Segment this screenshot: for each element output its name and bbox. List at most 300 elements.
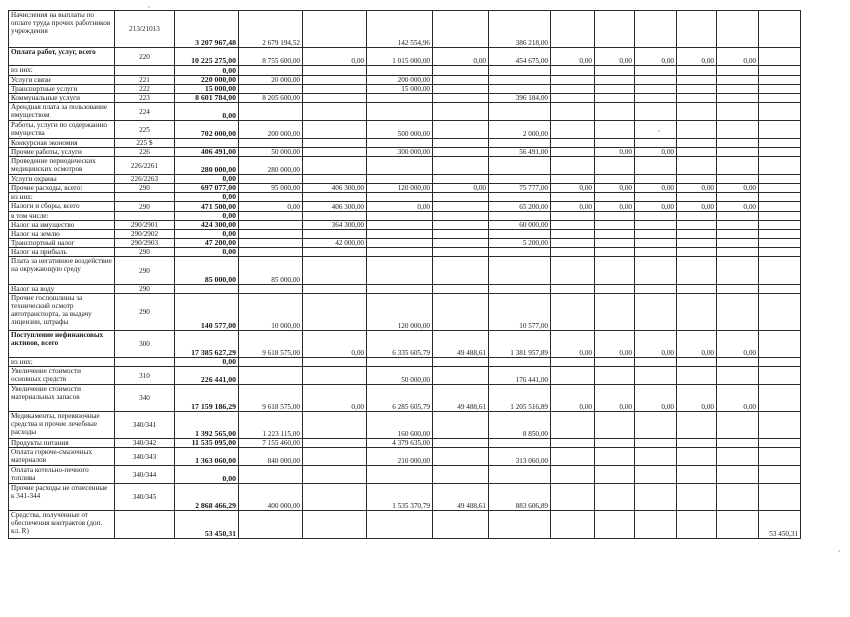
row-value-cell: 4 379 635,00 [367,439,433,448]
row-value-cell: 0,00 [717,202,759,212]
row-value-cell [717,103,759,121]
row-value-cell [677,94,717,103]
row-value-cell [677,103,717,121]
row-value-cell: 1 205 516,89 [489,385,551,412]
table-row [9,484,801,511]
row-value-cell: 396 184,00 [489,94,551,103]
row-value-cell [551,412,595,439]
row-value-cell [551,76,595,85]
row-name-cell: Прочие расходы, всего: [9,184,115,193]
row-value-cell [433,11,489,48]
row-value-cell: 0,00 [677,202,717,212]
row-value-cell [717,148,759,157]
row-value-cell [551,212,595,221]
row-value-cell [759,212,801,221]
row-value-cell: 0,00 [595,331,635,358]
row-value-cell [489,66,551,76]
row-value-cell [635,94,677,103]
row-value-cell: 406 300,00 [303,184,367,193]
row-name-cell: из них: [9,66,115,76]
row-code-cell: 340/343 [115,448,175,466]
row-value-cell [489,193,551,202]
row-value-cell [595,103,635,121]
row-code-cell: 340 [115,385,175,412]
row-total-cell: 2 868 466,29 [175,484,239,511]
row-name-cell: Оплата горюче-смазочных материалов [9,448,115,466]
row-value-cell: 0,00 [677,184,717,193]
row-total-cell [175,285,239,294]
row-value-cell: 60 000,00 [489,221,551,230]
row-value-cell: 313 060,00 [489,448,551,466]
scan-speck [148,6,150,8]
row-value-cell [551,175,595,184]
row-value-cell [239,358,303,367]
row-value-cell: 1 381 957,89 [489,331,551,358]
row-value-cell [551,511,595,539]
row-value-cell [595,367,635,385]
row-value-cell: 50 000,00 [239,148,303,157]
row-value-cell [759,230,801,239]
row-value-cell [433,230,489,239]
row-name-cell: Транспортные услуги [9,85,115,94]
row-value-cell [551,221,595,230]
row-value-cell [551,85,595,94]
row-name-cell: Налог на землю [9,230,115,239]
row-value-cell [759,157,801,175]
row-value-cell [677,466,717,484]
row-value-cell [759,294,801,331]
row-value-cell [717,85,759,94]
row-name-cell: Оплата работ, услуг, всего [9,48,115,66]
row-value-cell [595,511,635,539]
row-total-cell: 697 077,00 [175,184,239,193]
row-value-cell [635,448,677,466]
row-total-cell: 702 000,00 [175,121,239,139]
row-value-cell [367,212,433,221]
row-value-cell: 0,00 [303,385,367,412]
row-value-cell: 9 618 575,00 [239,385,303,412]
row-value-cell [303,412,367,439]
row-code-cell: 340/342 [115,439,175,448]
row-value-cell: 0,00 [677,48,717,66]
row-value-cell [433,85,489,94]
row-value-cell [433,294,489,331]
row-code-cell [115,511,175,539]
row-value-cell [635,76,677,85]
row-value-cell [303,367,367,385]
row-name-cell: Конкурсная экономия [9,139,115,148]
row-value-cell [677,148,717,157]
row-value-cell [717,511,759,539]
row-value-cell [759,66,801,76]
row-value-cell [551,239,595,248]
row-value-cell [677,157,717,175]
row-value-cell [433,257,489,285]
row-value-cell [551,466,595,484]
row-value-cell: 0,00 [677,385,717,412]
row-value-cell [489,157,551,175]
row-name-cell: Проведение периодических медицинских осмотров [9,157,115,175]
row-value-cell [551,439,595,448]
row-value-cell [367,175,433,184]
table-row [9,76,801,85]
row-value-cell [551,484,595,511]
row-value-cell [489,466,551,484]
row-name-cell: из них: [9,193,115,202]
row-value-cell [303,94,367,103]
row-value-cell [677,257,717,285]
row-value-cell [367,285,433,294]
row-total-cell: 0,00 [175,248,239,257]
table-row [9,248,801,257]
row-code-cell: 222 [115,85,175,94]
row-name-cell: Налог на прибыль [9,248,115,257]
row-value-cell [717,66,759,76]
row-value-cell [677,484,717,511]
row-value-cell: 0,00 [595,184,635,193]
row-value-cell [303,294,367,331]
row-total-cell: 1 392 565,00 [175,412,239,439]
row-value-cell [635,85,677,94]
row-value-cell [717,294,759,331]
table-row [9,466,801,484]
row-value-cell [239,239,303,248]
row-value-cell [239,511,303,539]
row-value-cell: 20 000,00 [239,76,303,85]
row-value-cell [367,358,433,367]
row-value-cell [717,257,759,285]
row-value-cell [367,466,433,484]
row-value-cell [433,121,489,139]
row-value-cell [595,484,635,511]
row-value-cell [677,66,717,76]
row-value-cell [303,193,367,202]
row-value-cell [551,367,595,385]
row-code-cell: 226 [115,148,175,157]
table-row [9,103,801,121]
row-value-cell [239,221,303,230]
row-value-cell [303,358,367,367]
row-value-cell [759,202,801,212]
row-total-cell: 17 159 186,29 [175,385,239,412]
row-code-cell: 221 [115,76,175,85]
row-value-cell [677,448,717,466]
row-value-cell [551,448,595,466]
row-name-cell: Арендная плата за пользование имуществом [9,103,115,121]
row-value-cell [759,139,801,148]
row-value-cell [433,103,489,121]
row-value-cell [759,448,801,466]
table-row [9,439,801,448]
row-value-cell [717,285,759,294]
row-name-cell: Средства, полученные от обеспечения контрактов (доп. кл. R) [9,511,115,539]
table-row [9,221,801,230]
row-value-cell: 1 223 115,00 [239,412,303,439]
row-value-cell: 454 675,00 [489,48,551,66]
row-value-cell [433,212,489,221]
row-value-cell [433,511,489,539]
row-value-cell [551,358,595,367]
row-value-cell [677,239,717,248]
row-total-cell: 11 535 095,00 [175,439,239,448]
row-value-cell [759,76,801,85]
row-value-cell [239,139,303,148]
row-value-cell [367,230,433,239]
row-value-cell: 400 000,00 [239,484,303,511]
row-code-cell [115,358,175,367]
row-value-cell [303,439,367,448]
row-value-cell [635,230,677,239]
row-value-cell [239,66,303,76]
row-value-cell: 0,00 [717,184,759,193]
table-row [9,175,801,184]
row-value-cell: 210 000,00 [367,448,433,466]
row-value-cell: 0,00 [239,202,303,212]
row-value-cell [595,294,635,331]
row-value-cell [717,76,759,85]
row-value-cell [635,358,677,367]
row-value-cell: 0,00 [367,202,433,212]
row-value-cell [759,248,801,257]
row-value-cell [677,412,717,439]
row-value-cell [367,221,433,230]
row-value-cell [677,11,717,48]
row-value-cell [717,367,759,385]
table-row [9,139,801,148]
table-row [9,358,801,367]
row-value-cell [717,94,759,103]
row-code-cell: 223 [115,94,175,103]
row-value-cell: 49 488,61 [433,484,489,511]
row-value-cell [303,212,367,221]
row-value-cell [759,239,801,248]
table-row [9,367,801,385]
row-value-cell: 0,00 [433,184,489,193]
table-row [9,511,801,539]
row-total-cell: 471 500,00 [175,202,239,212]
row-value-cell [367,139,433,148]
row-value-cell [677,294,717,331]
row-name-cell: Плата за негативное воздействие на окружающую среду [9,257,115,285]
row-value-cell [303,248,367,257]
row-value-cell [677,230,717,239]
row-value-cell: 5 200,00 [489,239,551,248]
row-value-cell: 120 000,00 [367,184,433,193]
row-value-cell: 0,00 [635,148,677,157]
row-value-cell [717,439,759,448]
row-value-cell [677,367,717,385]
row-code-cell: 226/2261 [115,157,175,175]
row-value-cell [635,484,677,511]
row-value-cell: 0,00 [433,48,489,66]
row-value-cell [551,94,595,103]
row-value-cell [433,202,489,212]
row-value-cell [595,76,635,85]
row-code-cell: 340/344 [115,466,175,484]
row-value-cell [635,139,677,148]
row-value-cell [595,358,635,367]
row-value-cell [367,257,433,285]
row-code-cell: 224 [115,103,175,121]
row-value-cell: 15 000,00 [367,85,433,94]
row-total-cell: 0,00 [175,103,239,121]
row-value-cell [303,230,367,239]
row-value-cell: 0,00 [635,331,677,358]
row-value-cell [717,157,759,175]
row-value-cell: 160 600,00 [367,412,433,439]
row-value-cell [367,511,433,539]
row-value-cell: 0,00 [595,48,635,66]
row-name-cell: в том числе: [9,212,115,221]
row-value-cell [759,175,801,184]
row-value-cell [551,193,595,202]
row-value-cell [759,11,801,48]
row-value-cell [717,239,759,248]
row-total-cell: 0,00 [175,212,239,221]
row-value-cell [239,367,303,385]
row-value-cell [239,248,303,257]
row-value-cell [303,76,367,85]
row-value-cell [635,466,677,484]
row-value-cell: 1 535 370,79 [367,484,433,511]
table-row [9,239,801,248]
row-value-cell [433,358,489,367]
row-value-cell [635,367,677,385]
budget-expenditure-table [8,10,801,539]
row-value-cell: 0,00 [635,48,677,66]
row-value-cell [717,358,759,367]
row-value-cell [551,103,595,121]
row-value-cell [759,367,801,385]
row-value-cell: 386 218,00 [489,11,551,48]
row-value-cell [239,175,303,184]
row-value-cell [433,466,489,484]
row-value-cell [433,239,489,248]
row-code-cell: 290/2901 [115,221,175,230]
row-value-cell: 0,00 [551,385,595,412]
row-value-cell: 500 000,00 [367,121,433,139]
row-value-cell [489,139,551,148]
row-value-cell [303,448,367,466]
row-value-cell [717,230,759,239]
row-value-cell [677,193,717,202]
row-total-cell: 3 207 967,48 [175,11,239,48]
row-total-cell: 0,00 [175,193,239,202]
row-value-cell [489,257,551,285]
row-value-cell [433,412,489,439]
row-value-cell: 0,00 [595,202,635,212]
row-value-cell: 6 285 605,79 [367,385,433,412]
row-total-cell: 47 200,00 [175,239,239,248]
row-value-cell [367,66,433,76]
row-name-cell: Коммунальные услуги [9,94,115,103]
row-value-cell [677,358,717,367]
row-value-cell [635,193,677,202]
row-value-cell [489,230,551,239]
scan-speck [838,550,840,552]
row-total-cell: 424 300,00 [175,221,239,230]
row-value-cell [635,285,677,294]
row-name-cell: Услуги связи [9,76,115,85]
row-value-cell: 364 300,00 [303,221,367,230]
row-value-cell: 200 000,00 [367,76,433,85]
row-value-cell [551,148,595,157]
row-value-cell [433,66,489,76]
row-code-cell: 310 [115,367,175,385]
row-value-cell [635,221,677,230]
row-value-cell [717,175,759,184]
row-value-cell [489,175,551,184]
row-value-cell [595,175,635,184]
row-value-cell [635,439,677,448]
row-value-cell [239,212,303,221]
row-value-cell [759,439,801,448]
row-value-cell [489,212,551,221]
row-value-cell [595,94,635,103]
row-value-cell [551,121,595,139]
row-value-cell [595,285,635,294]
row-value-cell: 0,00 [551,184,595,193]
row-code-cell: 300 [115,331,175,358]
scan-speck [658,130,660,132]
row-value-cell: 0,00 [635,385,677,412]
row-name-cell: Прочие работы, услуги [9,148,115,157]
row-value-cell [759,331,801,358]
row-value-cell [433,221,489,230]
row-value-cell [551,230,595,239]
row-value-cell [717,193,759,202]
row-value-cell [595,412,635,439]
row-value-cell [595,448,635,466]
row-value-cell [433,367,489,385]
row-value-cell [433,139,489,148]
row-value-cell [677,76,717,85]
row-code-cell: 290/2902 [115,230,175,239]
row-value-cell [239,230,303,239]
row-value-cell [551,248,595,257]
row-value-cell [759,85,801,94]
row-value-cell [759,484,801,511]
row-value-cell [635,157,677,175]
row-value-cell [717,448,759,466]
row-code-cell: 220 [115,48,175,66]
row-total-cell: 406 491,00 [175,148,239,157]
row-value-cell: 95 000,00 [239,184,303,193]
row-value-cell [551,257,595,285]
row-value-cell [595,212,635,221]
row-value-cell [551,294,595,331]
row-value-cell [759,412,801,439]
row-total-cell: 85 000,00 [175,257,239,285]
row-value-cell [595,439,635,448]
row-value-cell [677,221,717,230]
row-value-cell: 10 000,00 [239,294,303,331]
row-value-cell: 1 015 000,00 [367,48,433,66]
row-value-cell [717,212,759,221]
row-value-cell [489,358,551,367]
row-name-cell: Налоги и сборы, всего [9,202,115,212]
row-value-cell [759,94,801,103]
row-value-cell [759,257,801,285]
table-row [9,230,801,239]
row-value-cell: 8 850,00 [489,412,551,439]
table-row [9,202,801,212]
row-value-cell [367,157,433,175]
row-value-cell [717,11,759,48]
row-code-cell: 290 [115,202,175,212]
row-value-cell: 0,00 [551,331,595,358]
row-value-cell [551,157,595,175]
